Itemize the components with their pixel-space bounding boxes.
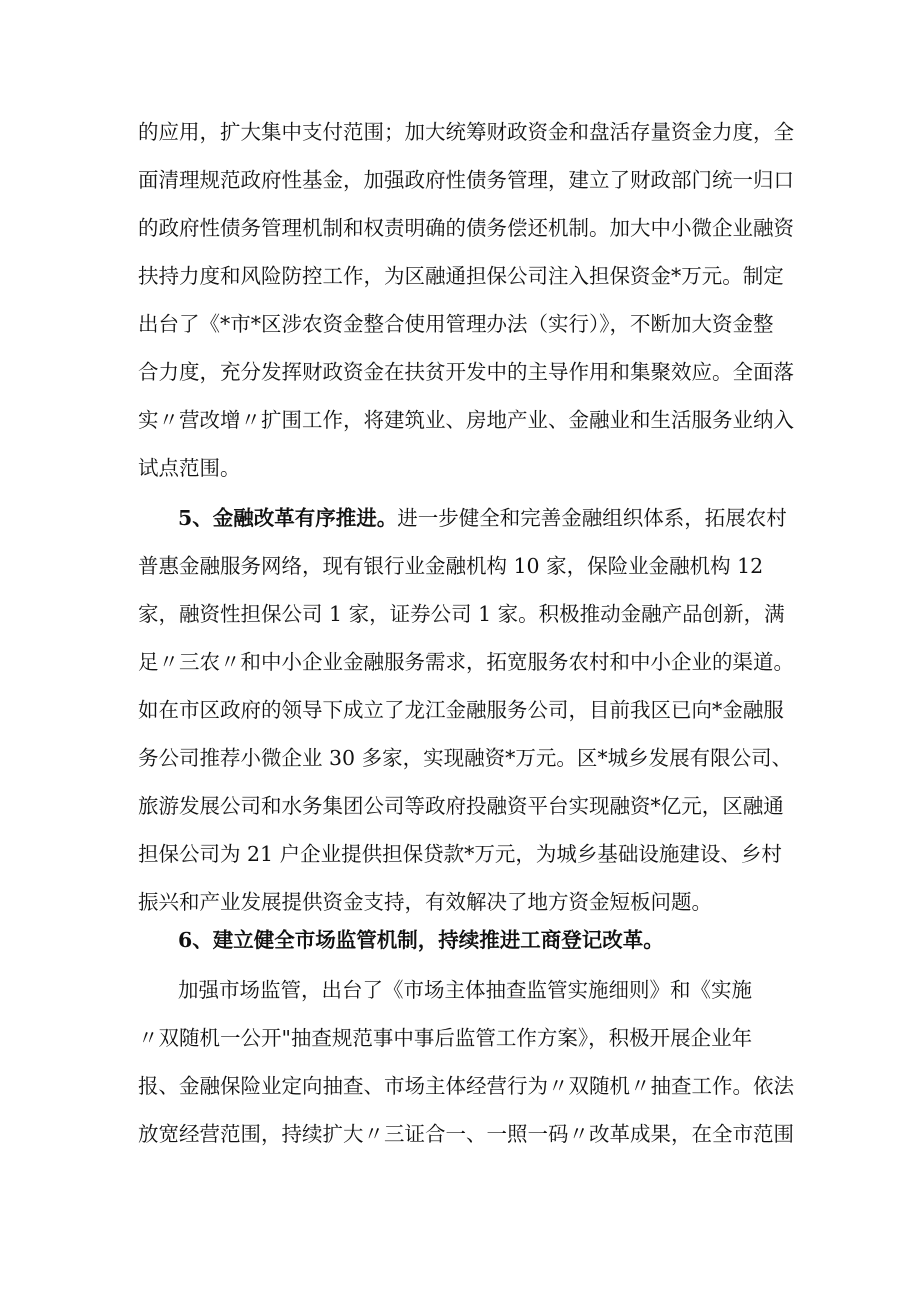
paragraph-line-2: 面清理规范政府性基金，加强政府性债务管理，建立了财政部门统一归口 bbox=[138, 168, 794, 192]
paragraph-line-5: 出台了《*市*区涉农资金整合使用管理办法（实行）》，不断加大资金整 bbox=[138, 312, 774, 336]
section-5-line: 足〃三农〃和中小企业金融服务需求，拓宽服务农村和中小企业的渠道。 bbox=[138, 650, 794, 674]
section-5-line: 振兴和产业发展提供资金支持，有效解决了地方资金短板问题。 bbox=[138, 890, 712, 914]
section-5-line: 普惠金融服务网络，现有银行业金融机构 10 家，保险业金融机构 12 bbox=[138, 554, 764, 578]
section-6-line: 报、金融保险业定向抽查、市场主体经营行为〃双随机〃抽查工作。依法 bbox=[138, 1074, 794, 1098]
section-6-line: 〃双随机一公开"抽查规范事中事后监管工作方案》，积极开展企业年 bbox=[138, 1026, 753, 1050]
section-6-line: 放宽经营范围，持续扩大〃三证合一、一照一码〃改革成果，在全市范围 bbox=[138, 1122, 794, 1146]
paragraph-line-6: 合力度，充分发挥财政资金在扶贫开发中的主导作用和集聚效应。全面落 bbox=[138, 360, 794, 384]
section-5-first-line bbox=[178, 504, 828, 532]
section-5-line: 担保公司为 21 户企业提供担保贷款*万元，为城乡基础设施建设、乡村 bbox=[138, 842, 782, 866]
section-6-heading: 6、建立健全市场监管机制，持续推进工商登记改革。 bbox=[178, 928, 664, 952]
paragraph-line-8: 试点范围。 bbox=[138, 456, 241, 480]
section-5-line: 家，融资性担保公司 1 家，证券公司 1 家。积极推动金融产品创新，满 bbox=[138, 602, 785, 626]
section-5-line: 务公司推荐小微企业 30 多家，实现融资*万元。区*城乡发展有限公司、 bbox=[138, 746, 793, 770]
paragraph-line-4: 扶持力度和风险防控工作，为区融通担保公司注入担保资金*万元。制定 bbox=[138, 264, 784, 288]
section-5-first-line-text: 进一步健全和完善金融组织体系，拓展农村 bbox=[397, 506, 787, 530]
section-5-heading: 5、金融改革有序推进。 bbox=[178, 506, 398, 530]
section-6-line: 加强市场监管，出台了《市场主体抽查监管实施细则》和《实施 bbox=[178, 978, 752, 1002]
paragraph-line-3: 的政府性债务管理机制和权责明确的债务偿还机制。加大中小微企业融资 bbox=[138, 216, 794, 240]
paragraph-line-1: 的应用，扩大集中支付范围；加大统筹财政资金和盘活存量资金力度，全 bbox=[138, 120, 794, 144]
paragraph-line-7: 实〃营改增〃扩围工作，将建筑业、房地产业、金融业和生活服务业纳入 bbox=[138, 408, 794, 432]
section-5-line: 如在市区政府的领导下成立了龙江金融服务公司，目前我区已向*金融服 bbox=[138, 698, 784, 722]
section-5-line: 旅游发展公司和水务集团公司等政府投融资平台实现融资*亿元，区融通 bbox=[138, 794, 784, 818]
